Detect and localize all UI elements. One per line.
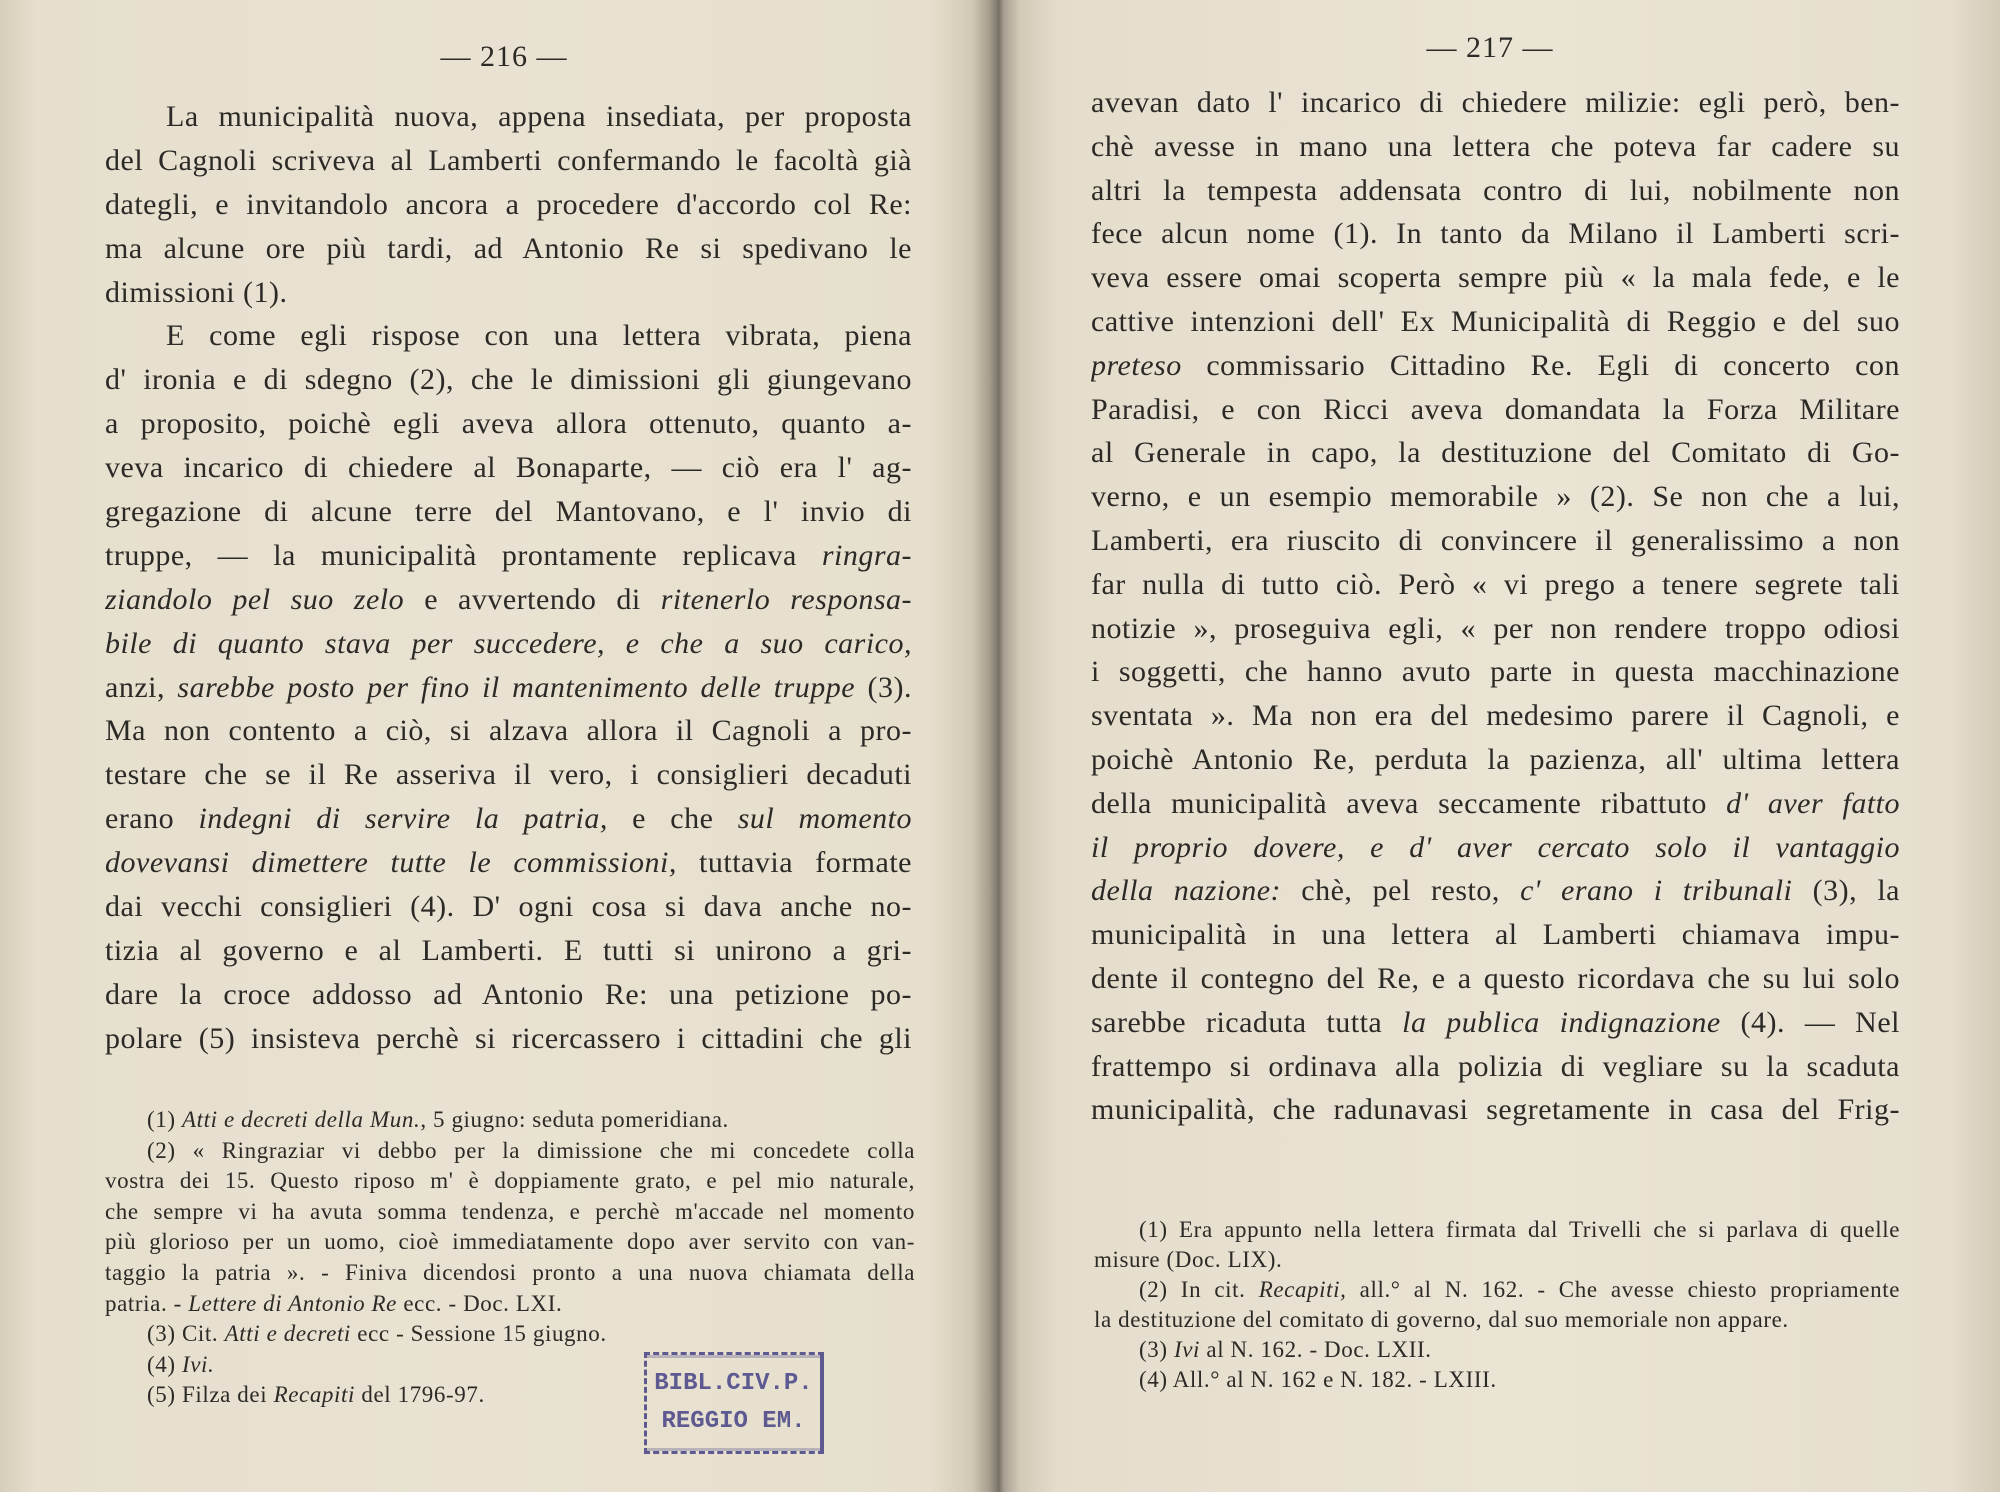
text-line (105, 402, 912, 446)
text-run: al Generale in capo, la destituzione del Comitato di Go- (1091, 436, 1900, 470)
text-line (105, 314, 912, 358)
text-line (105, 885, 912, 929)
text-line (1091, 81, 1900, 125)
italic-run: dovevansi dimettere tutte le commissioni, (105, 846, 677, 880)
footnote-line (1094, 1365, 1900, 1395)
stamp-line: REGGIO EM. (661, 1408, 806, 1435)
italic-run: preteso (1091, 348, 1182, 382)
text-run: sventata ». Ma non era del medesimo parere il Cagnoli, e (1091, 699, 1900, 733)
footnotes (1094, 1215, 1900, 1396)
text-line (1091, 738, 1900, 782)
text-line (1091, 475, 1900, 519)
italic-run: Atti e decreti (224, 1321, 351, 1347)
library-stamp (644, 1352, 824, 1454)
text-line (1091, 782, 1900, 826)
italic-run: Ivi (1173, 1337, 1201, 1363)
footnote-line (1094, 1305, 1900, 1335)
footnote-line (105, 1319, 915, 1350)
text-run: vostra dei 15. Questo riposo m' è doppiamente grato, e pel mio naturale, (105, 1168, 915, 1194)
text-run: truppe, — la municipalità prontamente replicava (105, 538, 822, 572)
italic-run: il proprio dovere, e d' aver cercato solo il vantaggio (1091, 830, 1900, 864)
text-run: patria. - (105, 1290, 189, 1316)
text-line (105, 578, 912, 622)
text-line (105, 95, 912, 139)
text-line (105, 227, 912, 271)
footnote-line (105, 1227, 915, 1258)
text-run: (4) (147, 1351, 182, 1377)
text-run: poichè Antonio Re, perduta la pazienza, all' ultima lettera (1091, 742, 1900, 776)
left-page (0, 0, 998, 1492)
text-line (1091, 563, 1900, 607)
text-line (1091, 256, 1900, 300)
text-line (1091, 1001, 1900, 1045)
text-run: E come egli rispose con una lettera vibrata, piena (166, 319, 912, 353)
text-run: al N. 162. - Doc. LXII. (1200, 1337, 1432, 1363)
text-line (105, 753, 912, 797)
text-line (105, 534, 912, 578)
text-run: chè avesse in mano una lettera che poteva far cadere su (1091, 129, 1900, 163)
text-run: gregazione di alcune terre del Mantovano, e l' invio di (105, 495, 912, 529)
text-run: (1) (147, 1107, 182, 1132)
text-line (1091, 519, 1900, 563)
italic-run: ringra- (821, 538, 912, 572)
italic-run: la publica indignazione (1402, 1005, 1721, 1039)
text-line (1091, 125, 1900, 169)
footnote-line (1094, 1275, 1900, 1305)
footnote-line (105, 1197, 915, 1228)
text-run: che sempre vi ha avuta somma tendenza, e perchè m'accade nel momento (105, 1198, 915, 1224)
text-run: ecc - Sessione 15 giugno. (350, 1321, 607, 1347)
footnote-line (105, 1105, 915, 1136)
text-run: cattive intenzioni dell' Ex Municipalità di Reggio e del suo (1091, 304, 1900, 338)
text-run: (1) Era appunto nella lettera firmata dal Trivelli che si parlava di quelle (1139, 1217, 1900, 1242)
text-line (1091, 300, 1900, 344)
stamp-line: BIBL.CIV.P. (654, 1370, 813, 1397)
italic-run: Recapiti, (1258, 1277, 1347, 1303)
text-run: del 1796-97. (355, 1382, 485, 1408)
text-run: e che (607, 802, 738, 836)
italic-run: Ivi. (181, 1351, 215, 1377)
text-run: (4) All.° al N. 162 e N. 182. - LXIII. (1139, 1367, 1497, 1393)
text-run: dente il contegno del Re, e a questo ricordava che su lui solo (1091, 961, 1900, 995)
text-line (105, 973, 912, 1017)
text-run: (5) Filza dei (147, 1382, 274, 1408)
text-run: dategli, e invitandolo ancora a procedere d'accordo col Re: (105, 187, 912, 221)
text-run: veva essere omai scoperta sempre più « la mala fede, e le (1091, 261, 1900, 295)
text-line (105, 929, 912, 973)
text-line (105, 622, 912, 666)
text-run: erano (105, 802, 199, 836)
right-page (998, 0, 2000, 1492)
text-line (1091, 913, 1900, 957)
text-run: municipalità in una lettera al Lamberti chiamava impu- (1091, 918, 1900, 952)
text-line (105, 446, 912, 490)
text-run: tizia al governo e al Lamberti. E tutti si unirono a gri- (105, 933, 912, 967)
text-line (105, 797, 912, 841)
text-line (105, 490, 912, 534)
text-run: altri la tempesta addensata contro di lui, nobilmente non (1091, 173, 1900, 207)
text-run: (3). (855, 670, 912, 704)
text-line (105, 358, 912, 402)
text-line (105, 841, 912, 885)
italic-run: c' erano i tribunali (1520, 874, 1793, 908)
text-run: dai vecchi consiglieri (4). D' ogni cosa si dava anche no- (105, 890, 912, 924)
footnote-line (1094, 1245, 1900, 1275)
text-run: fece alcun nome (1). In tanto da Milano il Lamberti scri- (1091, 217, 1900, 251)
text-run: municipalità, che radunavasi segretamente in casa del Frig- (1091, 1093, 1900, 1127)
text-line (1091, 1088, 1900, 1132)
italic-run: ziandolo pel suo zelo (105, 582, 405, 616)
text-run: del Cagnoli scriveva al Lamberti confermando le facoltà già (105, 143, 912, 177)
text-line (1091, 388, 1900, 432)
italic-run: bile di quanto stava per succedere, e che a suo carico, (105, 626, 912, 660)
text-run: dare la croce addosso ad Antonio Re: una petizione po- (105, 977, 912, 1011)
text-line (1091, 694, 1900, 738)
text-run: avevan dato l' incarico di chiedere milizie: egli però, ben- (1091, 86, 1900, 119)
text-run: La municipalità nuova, appena insediata, per proposta (166, 100, 912, 133)
text-run: anzi, (105, 670, 178, 704)
body-text (1091, 81, 1900, 1132)
text-line (1091, 869, 1900, 913)
text-run: polare (5) insisteva perchè si ricercassero i cittadini che gli (105, 1021, 912, 1055)
text-line (1091, 169, 1900, 213)
body-text (105, 95, 912, 1061)
text-run: i soggetti, che hanno avuto parte in questa macchinazione (1091, 655, 1900, 689)
text-line (105, 1017, 912, 1061)
text-line (105, 271, 912, 315)
text-line (1091, 650, 1900, 694)
page-number: — 216 — (440, 40, 568, 73)
text-run: d' ironia e di sdegno (2), che le dimissioni gli giungevano (105, 363, 912, 397)
text-line (1091, 431, 1900, 475)
text-run: veva incarico di chiedere al Bonaparte, — ciò era l' ag- (105, 451, 912, 485)
text-line (1091, 344, 1900, 388)
text-run: notizie », proseguiva egli, « per non rendere troppo odiosi (1091, 611, 1900, 645)
text-run: verno, e un esempio memorabile » (2). Se non che a lui, (1091, 480, 1900, 514)
italic-run: ritenerlo responsa- (660, 582, 912, 616)
footnote-line (105, 1136, 915, 1167)
text-run: testare che se il Re asseriva il vero, i consiglieri decaduti (105, 758, 912, 792)
footnote-line (1094, 1335, 1900, 1365)
italic-run: Atti e decreti della Mun. (181, 1107, 421, 1132)
text-line (1091, 957, 1900, 1001)
text-run: commissario Cittadino Re. Egli di concerto con (1181, 348, 1900, 382)
footnote-line (1094, 1215, 1900, 1245)
text-run: (2) In cit. (1139, 1277, 1259, 1303)
footnote-line (105, 1258, 915, 1289)
text-run: della municipalità aveva seccamente ribattuto (1091, 786, 1727, 820)
text-run: a proposito, poichè egli aveva allora ottenuto, quanto a- (105, 407, 912, 441)
text-run: ma alcune ore più tardi, ad Antonio Re si spedivano le (105, 231, 912, 265)
italic-run: Lettere di Antonio Re (188, 1290, 397, 1316)
text-run: dimissioni (1). (105, 275, 288, 309)
text-run: la destituzione del comitato di governo, dal suo memoriale non appare. (1094, 1307, 1789, 1333)
italic-run: d' aver fatto (1726, 786, 1900, 820)
text-line (105, 666, 912, 710)
text-run: all.° al N. 162. - Che avesse chiesto propriamente (1346, 1277, 1900, 1303)
text-run: (2) « Ringraziar vi debbo per la dimissione che mi concedete colla (147, 1137, 915, 1163)
italic-run: della nazione: (1091, 874, 1282, 908)
text-run: frattempo si ordinava alla polizia di vegliare su la scaduta (1091, 1049, 1900, 1083)
text-line (105, 139, 912, 183)
text-line (105, 709, 912, 753)
text-run: (3) (1139, 1337, 1174, 1363)
text-run: Paradisi, e con Ricci aveva domandata la Forza Militare (1091, 392, 1900, 426)
text-run: misure (Doc. LIX). (1094, 1247, 1283, 1273)
text-run: (3) Cit. (147, 1321, 225, 1347)
text-run: (4). — Nel (1720, 1005, 1900, 1039)
text-run: taggio la patria ». - Finiva dicendosi pronto a una nuova chiamata della (105, 1259, 915, 1285)
text-line (1091, 826, 1900, 870)
text-run: Ma non contento a ciò, si alzava allora il Cagnoli a pro- (105, 714, 912, 748)
text-run: tuttavia formate (676, 846, 912, 880)
text-run: sarebbe ricaduta tutta (1091, 1005, 1403, 1039)
text-run: Lamberti, era riuscito di convincere il generalissimo a non (1091, 523, 1900, 557)
text-run: (3), la (1792, 874, 1900, 908)
text-line (1091, 212, 1900, 256)
text-line (105, 183, 912, 227)
text-line (1091, 1045, 1900, 1089)
page-number: — 217 — (1426, 31, 1554, 64)
italic-run: indegni di servire la patria, (198, 802, 608, 836)
footnote-line (105, 1166, 915, 1197)
text-run: e avvertendo di (404, 582, 661, 616)
text-run: più glorioso per un uomo, cioè immediatamente dopo aver servito con van- (105, 1229, 915, 1255)
italic-run: Recapiti (273, 1382, 355, 1408)
text-run: chè, pel resto, (1281, 874, 1521, 908)
text-line (1091, 607, 1900, 651)
italic-run: sarebbe posto per fino il mantenimento delle truppe (177, 670, 856, 704)
text-run: ecc. - Doc. LXI. (396, 1290, 563, 1316)
italic-run: sul momento (737, 802, 912, 836)
footnote-line (105, 1289, 915, 1320)
text-run: far nulla di tutto ciò. Però « vi prego a tenere segrete tali (1091, 567, 1900, 601)
text-run: , 5 giugno: seduta pomeridiana. (420, 1107, 729, 1132)
